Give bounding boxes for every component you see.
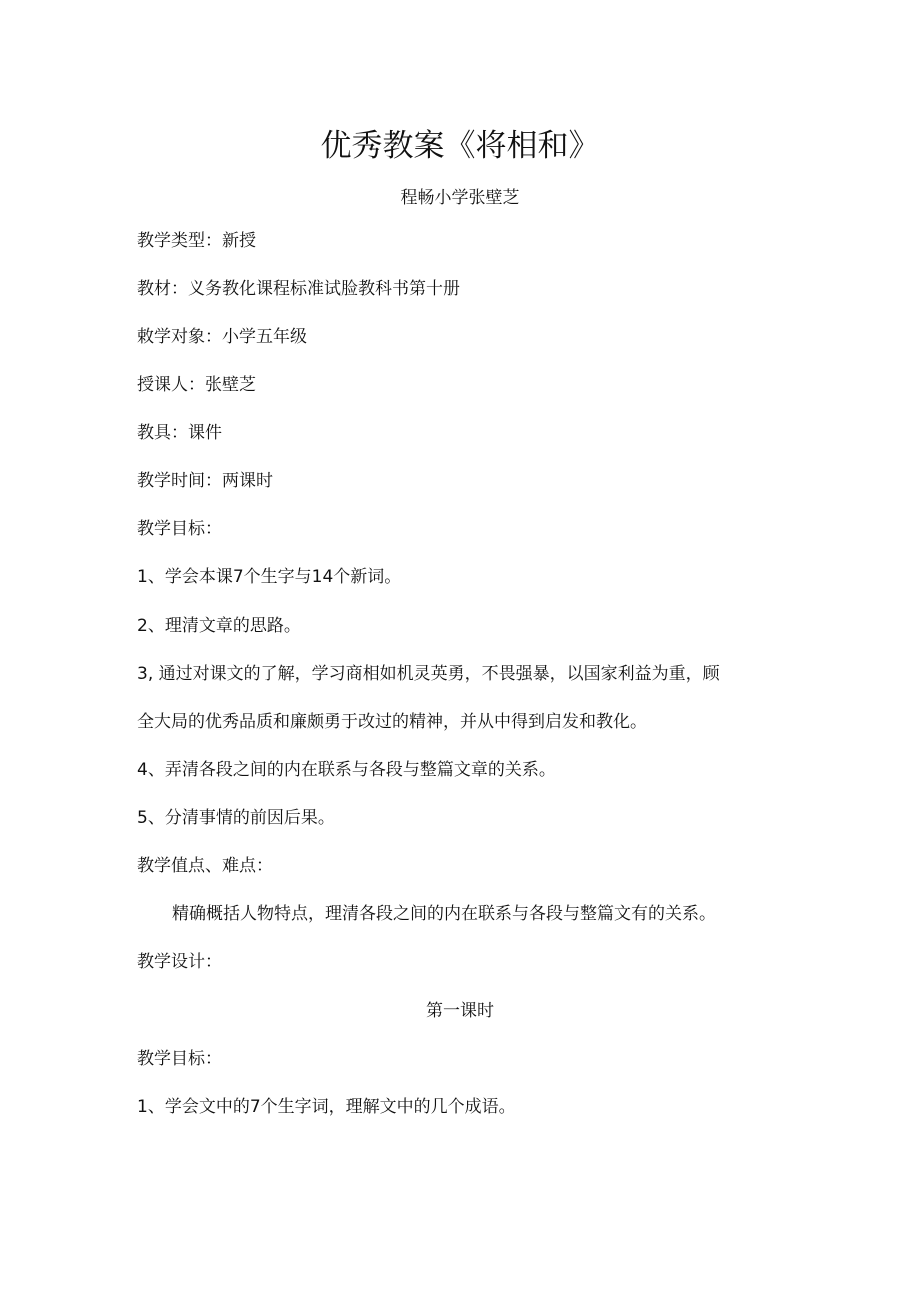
lesson-objectives-heading: 教学目标： [137, 1049, 222, 1069]
teaching-type-line: 教学类型：新授 [137, 231, 256, 251]
author-line: 程畅小学张壁芝 [400, 188, 520, 208]
objective-item-2: 2、理清文章的思路。 [137, 616, 301, 636]
first-lesson-heading: 第一课时 [426, 1001, 494, 1021]
objective-item-5: 5、分清事情的前因后果。 [137, 808, 335, 828]
teaching-time-line: 教学时间：两课时 [137, 471, 273, 491]
teaching-target-line: 敕学对象：小学五年级 [137, 327, 307, 347]
teaching-design-heading: 教学设计： [137, 952, 222, 972]
teaching-aids-line: 教具：课件 [137, 423, 222, 443]
objective-item-3-continued: 全大局的优秀品质和廉颇勇于改过的精神，并从中得到启发和教化。 [137, 712, 647, 732]
objective-item-3: 3, 通过对课文的了解，学习商相如机灵英勇，不畏强暴，以国家利益为重，顾 [137, 664, 720, 684]
textbook-line: 教材：义务教化课程标准试脸教科书第十册 [137, 279, 460, 299]
document-title: 优秀教案《将相和》 [320, 128, 600, 164]
lesson-objective-item-1: 1、学会文中的7个生字词，理解文中的几个成语。 [137, 1097, 516, 1117]
key-points-content: 精确概括人物特点，理清各段之间的内在联系与各段与整篇文有的关系。 [172, 904, 716, 924]
lecturer-line: 授课人：张壁芝 [137, 375, 256, 395]
key-points-heading: 教学值点、难点： [137, 856, 273, 876]
objectives-heading: 教学目标： [137, 519, 222, 539]
objective-item-4: 4、弄清各段之间的内在联系与各段与整篇文章的关系。 [137, 760, 556, 780]
objective-item-1: 1、学会本课7个生字与14个新词。 [137, 567, 402, 587]
